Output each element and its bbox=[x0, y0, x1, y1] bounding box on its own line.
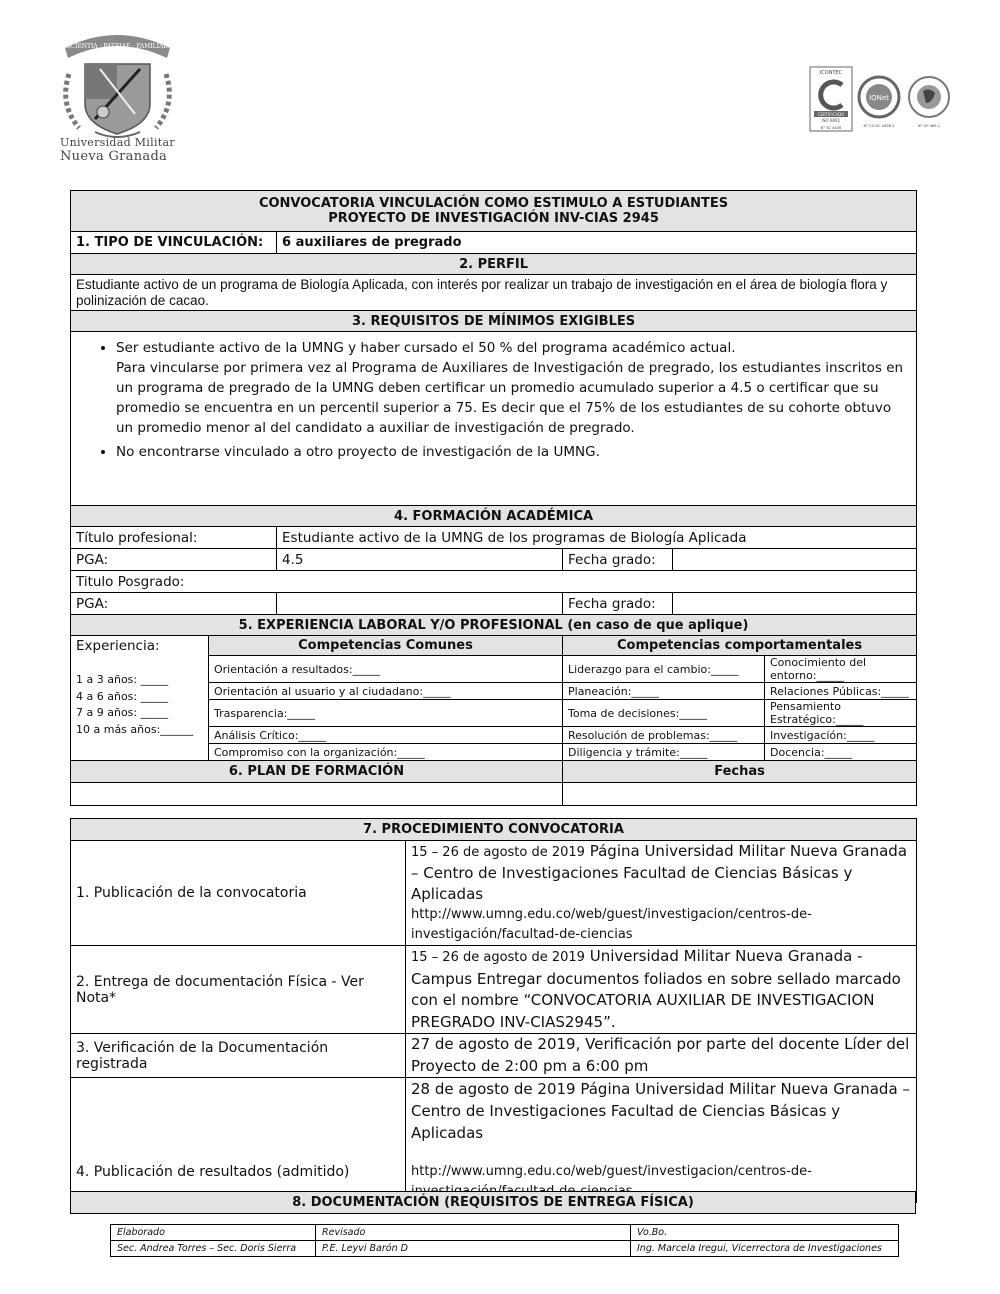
cert1-num: N° SC 4426 bbox=[820, 126, 842, 130]
comp-cell: Docencia:_____ bbox=[765, 744, 917, 761]
title-line1: CONVOCATORIA VINCULACIÓN COMO ESTIMULO A ESTUDIANTES bbox=[258, 196, 729, 211]
step1-url: http://www.umng.edu.co/web/guest/investigacion/centros-de-investigación/facultad-de-ciencias bbox=[411, 907, 812, 942]
approval-footer bbox=[110, 1224, 899, 1257]
comp-cell: Investigación:_____ bbox=[765, 727, 917, 744]
comp-cell: Orientación a resultados:_____ bbox=[209, 656, 563, 683]
cert1-label: ICONTEC bbox=[819, 70, 843, 76]
cert2-label: IQNet bbox=[869, 94, 889, 102]
step2-text: Universidad Militar Nueva Granada - Campus Entregar documentos foliados en sobre sellado marcado con el nombre “CONVOCATORIA AUXILIAR DE INVESTIGACION PREGRADO INV-CIAS2945”. bbox=[411, 947, 901, 1031]
requisito-item: • No encontrarse vinculado a otro proyecto de investigación de la UMNG. bbox=[116, 442, 911, 462]
comp-comport-header: Competencias comportamentales bbox=[563, 636, 917, 656]
comp-comunes-header: Competencias Comunes bbox=[209, 636, 563, 656]
titulo-prof-label: Título profesional: bbox=[71, 527, 277, 549]
step2-label: 2. Entrega de documentación Física - Ver Nota* bbox=[71, 946, 406, 1034]
comp-cell: Relaciones Públicas:_____ bbox=[765, 683, 917, 700]
formacion-header: 4. FORMACIÓN ACADÉMICA bbox=[71, 506, 917, 527]
step4-url: http://www.umng.edu.co/web/guest/investigacion/centros-de- bbox=[411, 1164, 812, 1179]
logo-motto: SCIENTIA · PATRIAE · FAMILIAE bbox=[66, 43, 168, 50]
pga-label: PGA: bbox=[71, 549, 277, 571]
certification-seals bbox=[808, 65, 953, 135]
experiencia-header: 5. EXPERIENCIA LABORAL Y/O PROFESIONAL (en caso de que aplique) bbox=[71, 615, 917, 636]
pga-value: 4.5 bbox=[277, 549, 563, 571]
cert3-num: N° GP 465-1 bbox=[917, 124, 941, 128]
fecha-grado2-label: Fecha grado: bbox=[563, 593, 673, 615]
perfil-text: Estudiante activo de un programa de Biología Aplicada, con interés por realizar un trabajo de investigación en el área de biología flora y polinización de cacao. bbox=[71, 275, 917, 311]
step2-date: 15 – 26 de agosto de 2019 bbox=[411, 950, 585, 965]
pga2-value bbox=[277, 593, 563, 615]
comp-cell: Pensamiento Estratégico:_____ bbox=[765, 700, 917, 727]
step4-label: 4. Publicación de resultados (admitido) bbox=[71, 1078, 406, 1203]
procedimiento-header: 7. PROCEDIMIENTO CONVOCATORIA bbox=[71, 819, 917, 841]
exp-7-9: 7 a 9 años: _____ bbox=[76, 706, 169, 719]
requisitos-list bbox=[76, 338, 911, 462]
step1-label: 1. Publicación de la convocatoria bbox=[71, 841, 406, 946]
perfil-header: 2. PERFIL bbox=[71, 254, 917, 275]
comp-cell: Orientación al usuario y al ciudadano:_____ bbox=[209, 683, 563, 700]
step1-date: 15 – 26 de agosto de 2019 bbox=[411, 845, 585, 860]
cert1-iso: ISO 9001 bbox=[821, 118, 841, 123]
step4-detail bbox=[406, 1078, 917, 1203]
documentacion-header: 8. DOCUMENTACIÓN (REQUISITOS DE ENTREGA FÍSICA) bbox=[71, 1192, 916, 1214]
fecha-grado-value bbox=[673, 549, 917, 571]
comp-cell: Toma de decisiones:_____ bbox=[563, 700, 765, 727]
requisito1-line1: • Ser estudiante activo de la UMNG y haber cursado el 50 % del programa académico actual. bbox=[116, 340, 736, 356]
procedimiento-table bbox=[70, 818, 917, 1203]
step2-detail bbox=[406, 946, 917, 1034]
revisado-value: P.E. Leyvi Barón D bbox=[316, 1241, 631, 1257]
cert1-sub: CERTIFICADO bbox=[817, 112, 845, 117]
exp-10: 10 a más años:______ bbox=[76, 722, 194, 736]
logo-line1: Universidad Militar bbox=[60, 136, 175, 149]
logo-wordmark bbox=[60, 136, 190, 164]
plan-value bbox=[71, 783, 563, 806]
comp-cell: Trasparencia:_____ bbox=[209, 700, 563, 727]
plan-header: 6. PLAN DE FORMACIÓN bbox=[71, 761, 563, 783]
tipo-vinculacion-label: 1. TIPO DE VINCULACIÓN: bbox=[71, 232, 277, 254]
comp-cell: Análisis Crítico:_____ bbox=[209, 727, 563, 744]
step4-text: 28 de agosto de 2019 Página Universidad Militar Nueva Granada – Centro de Investigaciones Facultad de Ciencias Básicas y Aplicadas bbox=[411, 1080, 910, 1142]
pga2-label: PGA: bbox=[71, 593, 277, 615]
requisitos-header: 3. REQUISITOS DE MÍNIMOS EXIGIBLES bbox=[71, 311, 917, 332]
titulo-prof-value: Estudiante activo de la UMNG de los programas de Biología Aplicada bbox=[277, 527, 917, 549]
comp-cell: Conocimiento del entorno:_____ bbox=[765, 656, 917, 683]
vobo-value: Ing. Marcela Iregui, Vicerrectora de Investigaciones bbox=[631, 1241, 899, 1257]
fechas-header: Fechas bbox=[563, 761, 917, 783]
step1-text: Página Universidad Militar Nueva Granada – Centro de Investigaciones Facultad de Ciencias Básicas y Aplicadas bbox=[411, 842, 908, 903]
exp-1-3: 1 a 3 años: _____ bbox=[76, 673, 169, 686]
tipo-vinculacion-value: 6 auxiliares de pregrado bbox=[277, 232, 917, 254]
requisito-item bbox=[116, 338, 911, 438]
revisado-label: Revisado bbox=[316, 1225, 631, 1241]
comp-cell: Compromiso con la organización:_____ bbox=[209, 744, 563, 761]
fechas-value bbox=[563, 783, 917, 806]
requisitos-body bbox=[71, 332, 917, 506]
vobo-label: Vo.Bo. bbox=[631, 1225, 899, 1241]
logo-line2: Nueva Granada bbox=[60, 149, 168, 164]
convocatoria-title bbox=[71, 191, 917, 232]
elaborado-label: Elaborado bbox=[111, 1225, 316, 1241]
fecha-grado-label: Fecha grado: bbox=[563, 549, 673, 571]
comp-cell: Planeación:_____ bbox=[563, 683, 765, 700]
comp-cell: Diligencia y trámite:_____ bbox=[563, 744, 765, 761]
fecha-grado2-value bbox=[673, 593, 917, 615]
titulo-posgrado-label: Titulo Posgrado: bbox=[71, 571, 917, 593]
exp-4-6: 4 a 6 años: _____ bbox=[76, 689, 169, 703]
elaborado-value: Sec. Andrea Torres – Sec. Doris Sierra bbox=[111, 1241, 316, 1257]
comp-cell: Resolución de problemas:_____ bbox=[563, 727, 765, 744]
step1-detail bbox=[406, 841, 917, 946]
requisito1-line2: Para vincularse por primera vez al Programa de Auxiliares de Investigación de pregrado, los estudiantes inscritos en un programa de pregrado de la UMNG deben certificar un promedio acumulado superior a 4.5 o certificar que su promedio se encuentra en un percentil superior a 75. Es decir que el 75% de los estudiantes de su cohorte obtuvo un promedio menor al del candidato a auxiliar de investigación de pregrado. bbox=[116, 360, 904, 436]
convocatoria-table bbox=[70, 190, 917, 806]
step3-text: 27 de agosto de 2019, Verificación por parte del docente Líder del Proyecto de 2:00 pm a 6:00 pm bbox=[406, 1034, 917, 1078]
experiencia-label: Experiencia: bbox=[76, 638, 160, 654]
title-line2: PROYECTO DE INVESTIGACIÓN INV-CIAS 2945 bbox=[328, 211, 659, 226]
cert2-num: N° CO-SC 4426-1 bbox=[863, 124, 895, 128]
comp-cell: Liderazgo para el cambio:_____ bbox=[563, 656, 765, 683]
experiencia-cell bbox=[71, 636, 209, 761]
step3-label: 3. Verificación de la Documentación registrada bbox=[71, 1034, 406, 1078]
documentacion-table bbox=[70, 1191, 916, 1214]
